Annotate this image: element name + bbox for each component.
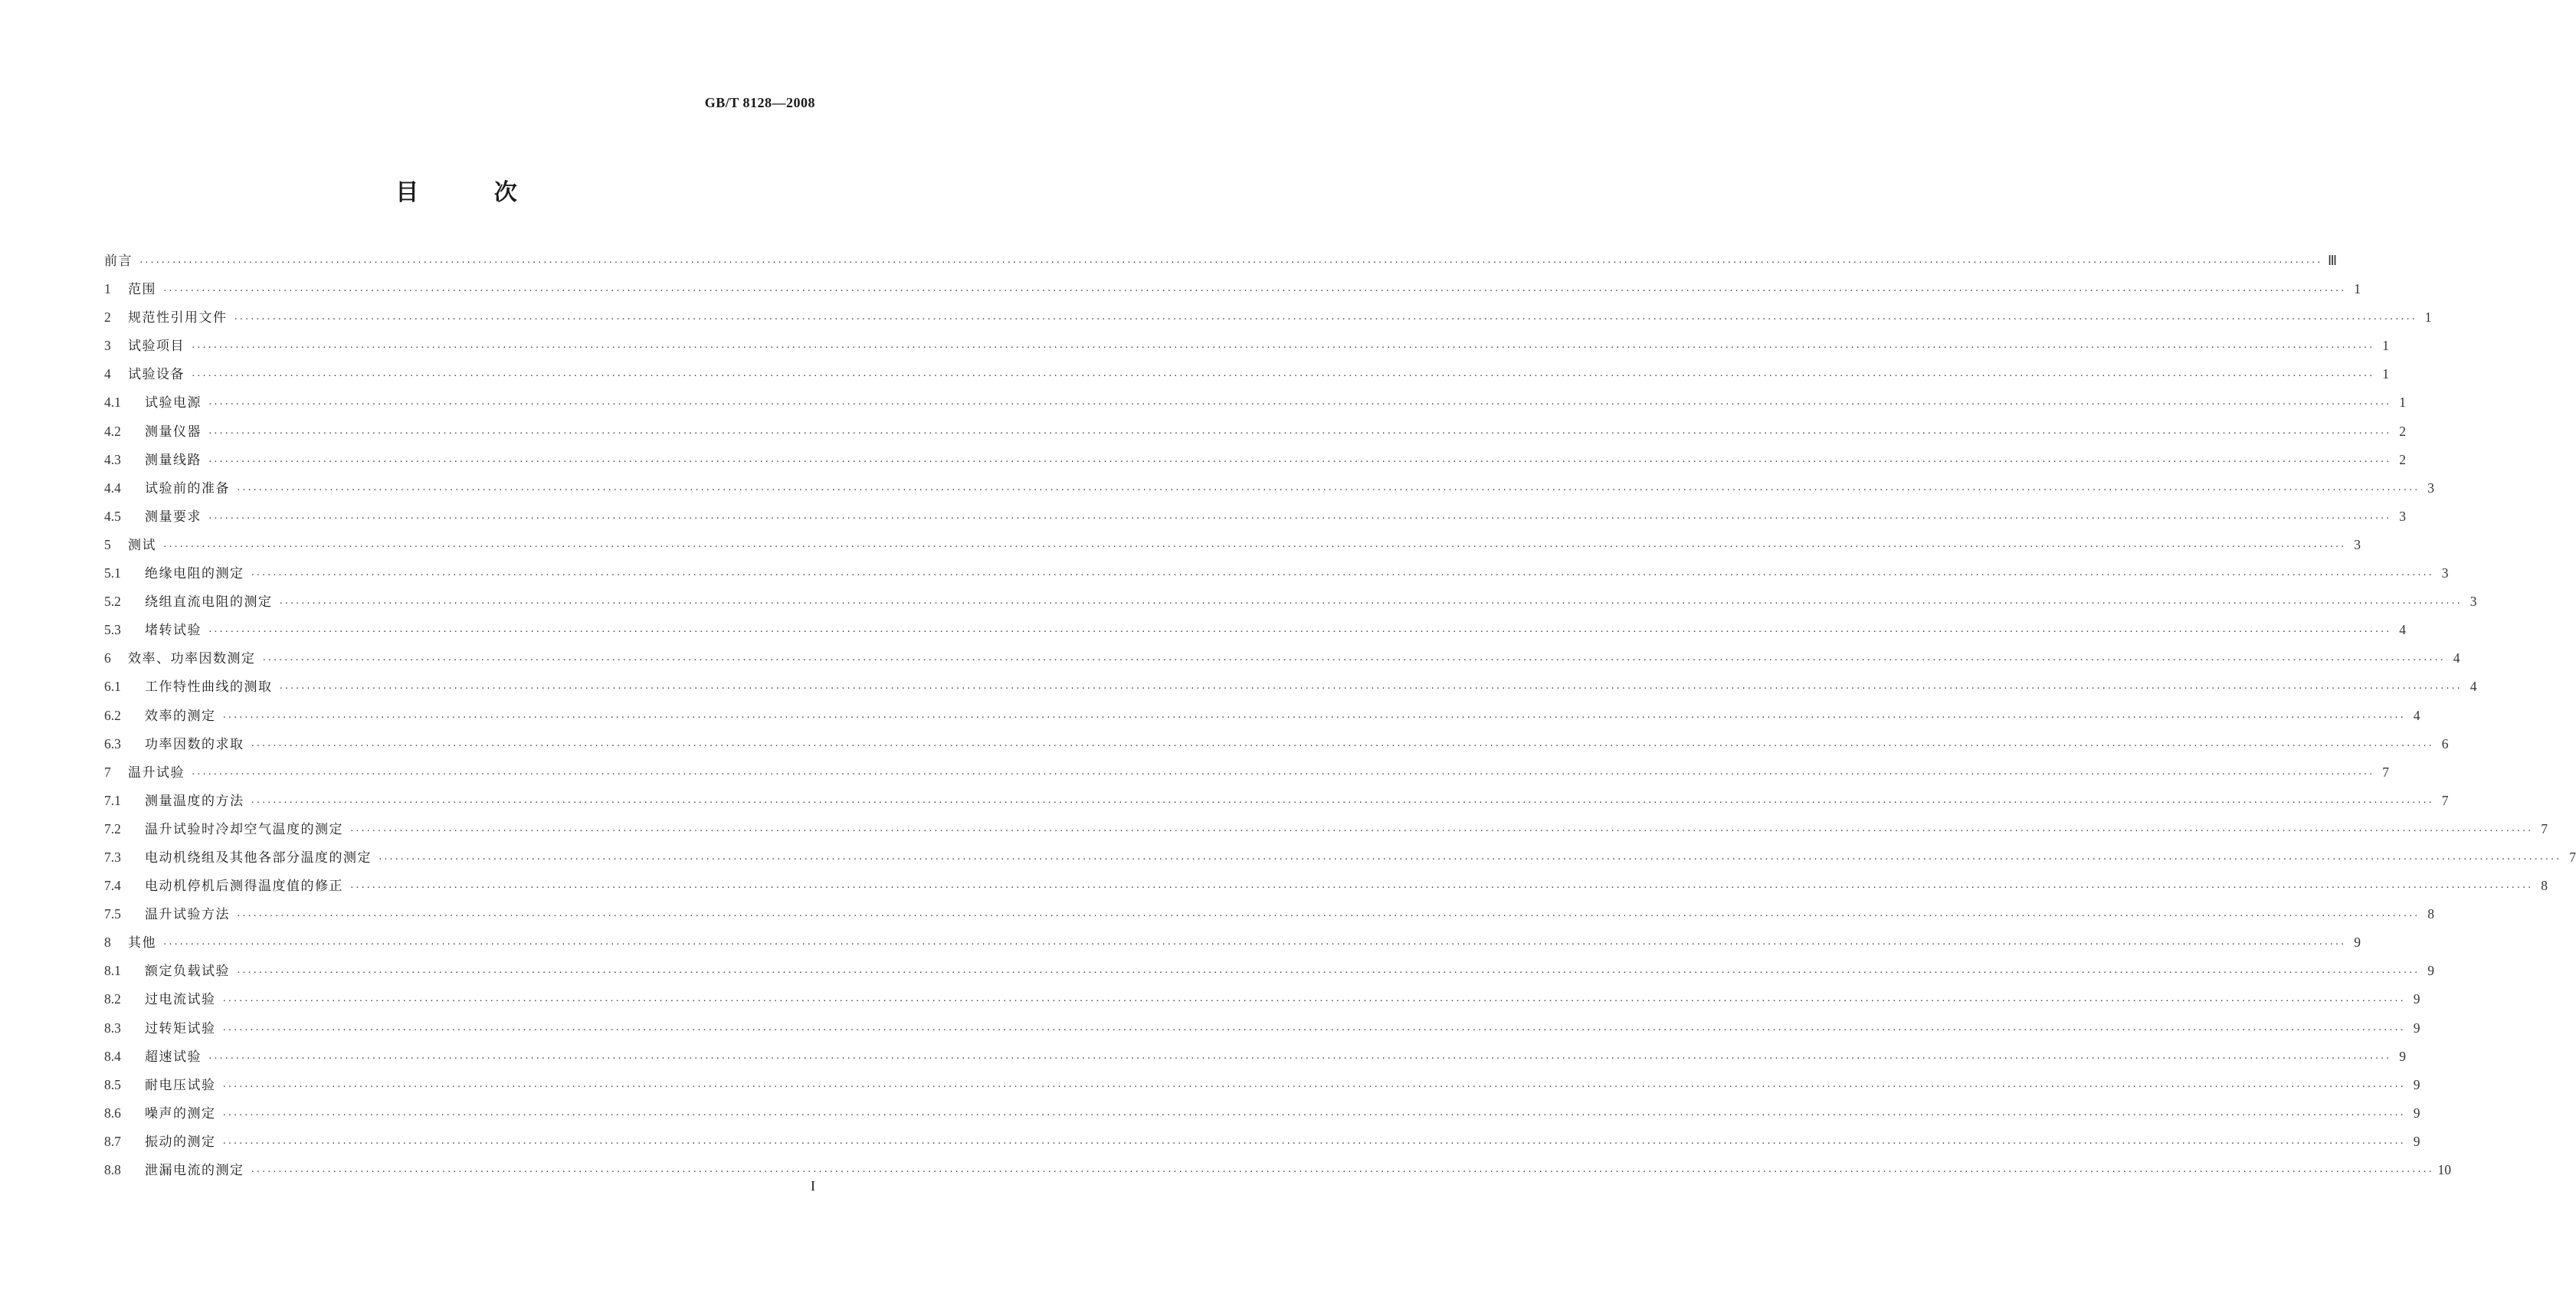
toc-entry-page: 9 xyxy=(2413,1133,2420,1149)
toc-entry-label: 试验项目 xyxy=(128,339,185,355)
dot-leader: ················································································································································································································································································································································································································ xyxy=(250,570,2433,581)
toc-entry[interactable] xyxy=(104,846,2576,875)
toc-entry[interactable] xyxy=(104,931,2361,960)
toc-entry-label: 温升试验 xyxy=(128,765,185,781)
toc-entry-page: 7 xyxy=(2382,764,2390,780)
toc-entry-number: 4.1 xyxy=(104,395,121,411)
toc-entry-number: 6.2 xyxy=(104,707,121,723)
toc-entry-label: 前言 xyxy=(104,254,133,269)
dot-leader: ················································································································································································································································································································································································································ xyxy=(221,712,2405,722)
toc-entry[interactable] xyxy=(104,1017,2420,1046)
toc-entry-label: 电动机绕组及其他各部分温度的测定 xyxy=(145,850,372,866)
toc-entry-number: 8 xyxy=(104,935,111,951)
toc-entry[interactable] xyxy=(104,506,2407,534)
toc-entry[interactable] xyxy=(104,335,2390,363)
toc-entry-label: 额定负载试验 xyxy=(145,964,230,980)
toc-entry[interactable] xyxy=(104,676,2477,704)
toc-entry-number: 6.3 xyxy=(104,735,121,751)
dot-leader: ················································································································································································································································································································································································································ xyxy=(162,939,2346,950)
dot-leader: ················································································································································································································································································································································································································ xyxy=(162,541,2346,552)
toc-entry-page: 3 xyxy=(2441,565,2449,581)
toc-entry-number: 8.8 xyxy=(104,1162,121,1177)
toc-entry-label: 噪声的测定 xyxy=(145,1105,216,1121)
toc-entry-page: 9 xyxy=(2413,1076,2420,1092)
toc-entry-number: 8.7 xyxy=(104,1133,121,1149)
dot-leader: ················································································································································································································································································································································································································ xyxy=(208,456,2391,467)
toc-entry-page: 1 xyxy=(2382,366,2390,382)
toc-entry[interactable] xyxy=(104,1102,2420,1131)
toc-entry-label: 温升试验方法 xyxy=(145,907,230,923)
toc-entry[interactable] xyxy=(104,534,2361,562)
toc-entry-page: 2 xyxy=(2399,423,2407,439)
toc-entry[interactable] xyxy=(104,761,2390,790)
toc-entry-label: 功率因数的求取 xyxy=(145,736,244,752)
toc-entry-label: 规范性引用文件 xyxy=(128,310,228,326)
toc-entry-number: 4.5 xyxy=(104,508,121,524)
toc-entry-page: 1 xyxy=(2382,338,2390,354)
toc-entry-page: 6 xyxy=(2441,735,2449,751)
toc-entry-page: Ⅲ xyxy=(2327,253,2338,268)
toc-entry-page: 1 xyxy=(2399,395,2407,411)
toc-entry-label: 过转矩试验 xyxy=(145,1020,216,1036)
toc-entry[interactable] xyxy=(104,705,2420,733)
toc-entry-label: 过电流试验 xyxy=(145,992,216,1008)
toc-entry-label: 试验设备 xyxy=(128,367,185,383)
toc-entry-number: 5.2 xyxy=(104,594,121,610)
toc-entry-page: 8 xyxy=(2541,878,2548,894)
toc-entry-page: 9 xyxy=(2354,935,2361,951)
dot-leader: ················································································································································································································································································································································································································ xyxy=(208,399,2391,410)
toc-entry-page: 4 xyxy=(2413,707,2420,723)
toc-entry[interactable] xyxy=(104,1074,2420,1102)
toc-entry-page: 8 xyxy=(2427,906,2435,922)
toc-entry-number: 8.1 xyxy=(104,963,121,979)
dot-leader: ················································································································································································································································································································································································································ xyxy=(221,1024,2405,1035)
toc-entry-label: 效率、功率因数测定 xyxy=(128,651,256,667)
toc-entry-page: 10 xyxy=(2437,1162,2452,1177)
toc-entry-label: 绕组直流电阻的测定 xyxy=(145,594,273,611)
toc-entry-page: 3 xyxy=(2399,508,2407,524)
toc-entry[interactable] xyxy=(104,619,2407,647)
toc-entry-number: 8.3 xyxy=(104,1020,121,1036)
toc-entry-label: 泄漏电流的测定 xyxy=(145,1163,244,1178)
toc-entry[interactable] xyxy=(104,562,2449,591)
toc-entry-label: 绝缘电阻的测定 xyxy=(145,566,244,582)
toc-entry-page: 7 xyxy=(2569,849,2576,865)
dot-leader: ················································································································································································································································································································································································································ xyxy=(261,655,2445,666)
dot-leader: ················································································································································································································································································································································································································ xyxy=(278,683,2462,694)
toc-entry-label: 超速试验 xyxy=(145,1049,202,1065)
dot-leader: ················································································································································································································································································································································································································ xyxy=(236,911,2420,922)
toc-entry-number: 4.3 xyxy=(104,451,121,467)
toc-entry[interactable] xyxy=(104,988,2420,1017)
dot-leader: ················································································································································································································································································································································································································ xyxy=(221,1138,2405,1148)
toc-entry-label: 测量仪器 xyxy=(145,424,202,440)
toc-entry[interactable] xyxy=(104,449,2407,477)
toc-entry-label: 测试 xyxy=(128,537,156,553)
dot-leader: ················································································································································································································································································································································································································ xyxy=(233,314,2417,325)
toc-entry-page: 9 xyxy=(2413,1020,2420,1036)
toc-entry[interactable] xyxy=(104,960,2435,988)
dot-leader: ················································································································································································································································································································································································································ xyxy=(162,286,2346,296)
dot-leader: ················································································································································································································································································································································································································ xyxy=(349,882,2533,893)
dot-leader: ················································································································································································································································································································································································································ xyxy=(236,968,2420,978)
toc-entry-page: 9 xyxy=(2399,1048,2407,1064)
toc-entry[interactable] xyxy=(104,903,2435,931)
toc-entry-label: 电动机停机后测得温度值的修正 xyxy=(145,879,343,895)
toc-entry[interactable] xyxy=(104,818,2548,846)
dot-leader: ················································································································································································································································································································································································································ xyxy=(250,797,2433,807)
toc-entry-number: 8.6 xyxy=(104,1105,121,1121)
toc-entry-label: 效率的测定 xyxy=(145,708,216,724)
toc-entry-page: 1 xyxy=(2424,309,2432,326)
toc-entry[interactable] xyxy=(104,1046,2407,1074)
toc-entry-number: 1 xyxy=(104,281,111,297)
toc-entry-label: 温升试验时冷却空气温度的测定 xyxy=(145,821,343,837)
toc-entry-label: 其他 xyxy=(128,935,156,951)
toc-entry-number: 7.4 xyxy=(104,878,121,894)
toc-entry[interactable] xyxy=(104,477,2435,506)
toc-entry[interactable] xyxy=(104,1131,2420,1159)
page-title: 目 次 xyxy=(395,179,551,206)
toc-entry-number: 4.4 xyxy=(104,480,121,496)
toc-entry[interactable] xyxy=(104,790,2449,818)
dot-leader: ················································································································································································································································································································································································································ xyxy=(221,1109,2405,1120)
toc-entry-number: 3 xyxy=(104,338,111,354)
toc-entry-number: 5.1 xyxy=(104,565,121,581)
toc-entry[interactable] xyxy=(104,733,2449,761)
dot-leader: ················································································································································································································································································································································································································ xyxy=(208,627,2391,637)
toc-entry-number: 7.2 xyxy=(104,820,121,837)
dot-leader: ················································································································································································································································································································································································································ xyxy=(378,853,2561,864)
table-of-contents xyxy=(104,250,2576,1187)
toc-entry-page: 3 xyxy=(2354,536,2361,552)
dot-leader: ················································································································································································································································································································································································································ xyxy=(278,598,2462,609)
toc-entry[interactable] xyxy=(104,1159,2452,1187)
toc-entry-page: 7 xyxy=(2441,792,2449,808)
toc-entry[interactable] xyxy=(104,278,2361,306)
toc-entry-label: 工作特性曲线的测取 xyxy=(145,679,273,696)
dot-leader: ················································································································································································································································································································································································································ xyxy=(139,257,2322,267)
toc-entry-number: 7.1 xyxy=(104,792,121,808)
toc-entry[interactable] xyxy=(104,421,2407,449)
toc-entry-number: 6.1 xyxy=(104,679,121,695)
dot-leader: ················································································································································································································································································································································································································ xyxy=(349,825,2533,836)
toc-entry-page: 3 xyxy=(2427,480,2435,496)
toc-entry-number: 2 xyxy=(104,309,111,326)
dot-leader: ················································································································································································································································································································································································································ xyxy=(191,371,2374,381)
toc-entry-page: 2 xyxy=(2399,451,2407,467)
toc-entry-label: 测量线路 xyxy=(145,452,202,468)
toc-entry-page: 7 xyxy=(2541,820,2548,837)
toc-entry[interactable] xyxy=(104,306,2432,335)
toc-entry-number: 8.2 xyxy=(104,991,121,1007)
toc-entry-label: 测量要求 xyxy=(145,509,202,525)
toc-entry-number: 7.5 xyxy=(104,906,121,922)
dot-leader: ················································································································································································································································································································································································································ xyxy=(250,740,2433,751)
toc-entry[interactable] xyxy=(104,391,2407,420)
toc-entry-label: 耐电压试验 xyxy=(145,1077,216,1093)
toc-entry-label: 试验前的准备 xyxy=(145,480,230,496)
toc-entry-page: 9 xyxy=(2413,991,2420,1007)
toc-entry-page: 9 xyxy=(2427,963,2435,979)
toc-entry-number: 8.4 xyxy=(104,1048,121,1064)
dot-leader: ················································································································································································································································································································································································································ xyxy=(191,768,2374,779)
toc-entry-page: 4 xyxy=(2453,650,2460,666)
toc-entry-label: 振动的测定 xyxy=(145,1134,216,1150)
standard-number: GB/T 8128—2008 xyxy=(704,95,815,110)
toc-entry-label: 范围 xyxy=(128,282,156,298)
toc-entry[interactable] xyxy=(104,647,2460,676)
toc-entry-label: 试验电源 xyxy=(145,395,202,411)
toc-entry-page: 1 xyxy=(2354,281,2361,297)
toc-entry-number: 6 xyxy=(104,650,111,666)
toc-entry[interactable] xyxy=(104,250,2338,278)
toc-entry-number: 7.3 xyxy=(104,849,121,865)
dot-leader: ················································································································································································································································································································································································································ xyxy=(221,996,2405,1007)
toc-entry-label: 测量温度的方法 xyxy=(145,793,244,809)
toc-entry-number: 4.2 xyxy=(104,423,121,439)
toc-entry-page: 9 xyxy=(2413,1105,2420,1121)
toc-entry-number: 5.3 xyxy=(104,622,121,638)
toc-entry-page: 4 xyxy=(2469,679,2477,695)
toc-entry-number: 8.5 xyxy=(104,1076,121,1092)
dot-leader: ················································································································································································································································································································································································································ xyxy=(236,484,2420,495)
toc-entry-page: 3 xyxy=(2469,594,2477,610)
dot-leader: ················································································································································································································································································································································································································ xyxy=(208,512,2391,523)
dot-leader: ················································································································································································································································································································································································································ xyxy=(191,342,2374,353)
page-number: I xyxy=(811,1178,815,1193)
toc-entry[interactable] xyxy=(104,363,2390,391)
dot-leader: ················································································································································································································································································································································································································ xyxy=(250,1167,2433,1177)
toc-entry-number: 5 xyxy=(104,536,111,552)
toc-entry-label: 堵转试验 xyxy=(145,623,202,639)
dot-leader: ················································································································································································································································································································································································································ xyxy=(208,1053,2391,1063)
dot-leader: ················································································································································································································································································································································································································ xyxy=(221,1081,2405,1092)
toc-entry-page: 4 xyxy=(2399,622,2407,638)
toc-entry[interactable] xyxy=(104,591,2477,619)
dot-leader: ················································································································································································································································································································································································································ xyxy=(208,427,2391,438)
toc-entry-number: 7 xyxy=(104,764,111,780)
toc-entry[interactable] xyxy=(104,875,2548,903)
toc-entry-number: 4 xyxy=(104,366,111,382)
